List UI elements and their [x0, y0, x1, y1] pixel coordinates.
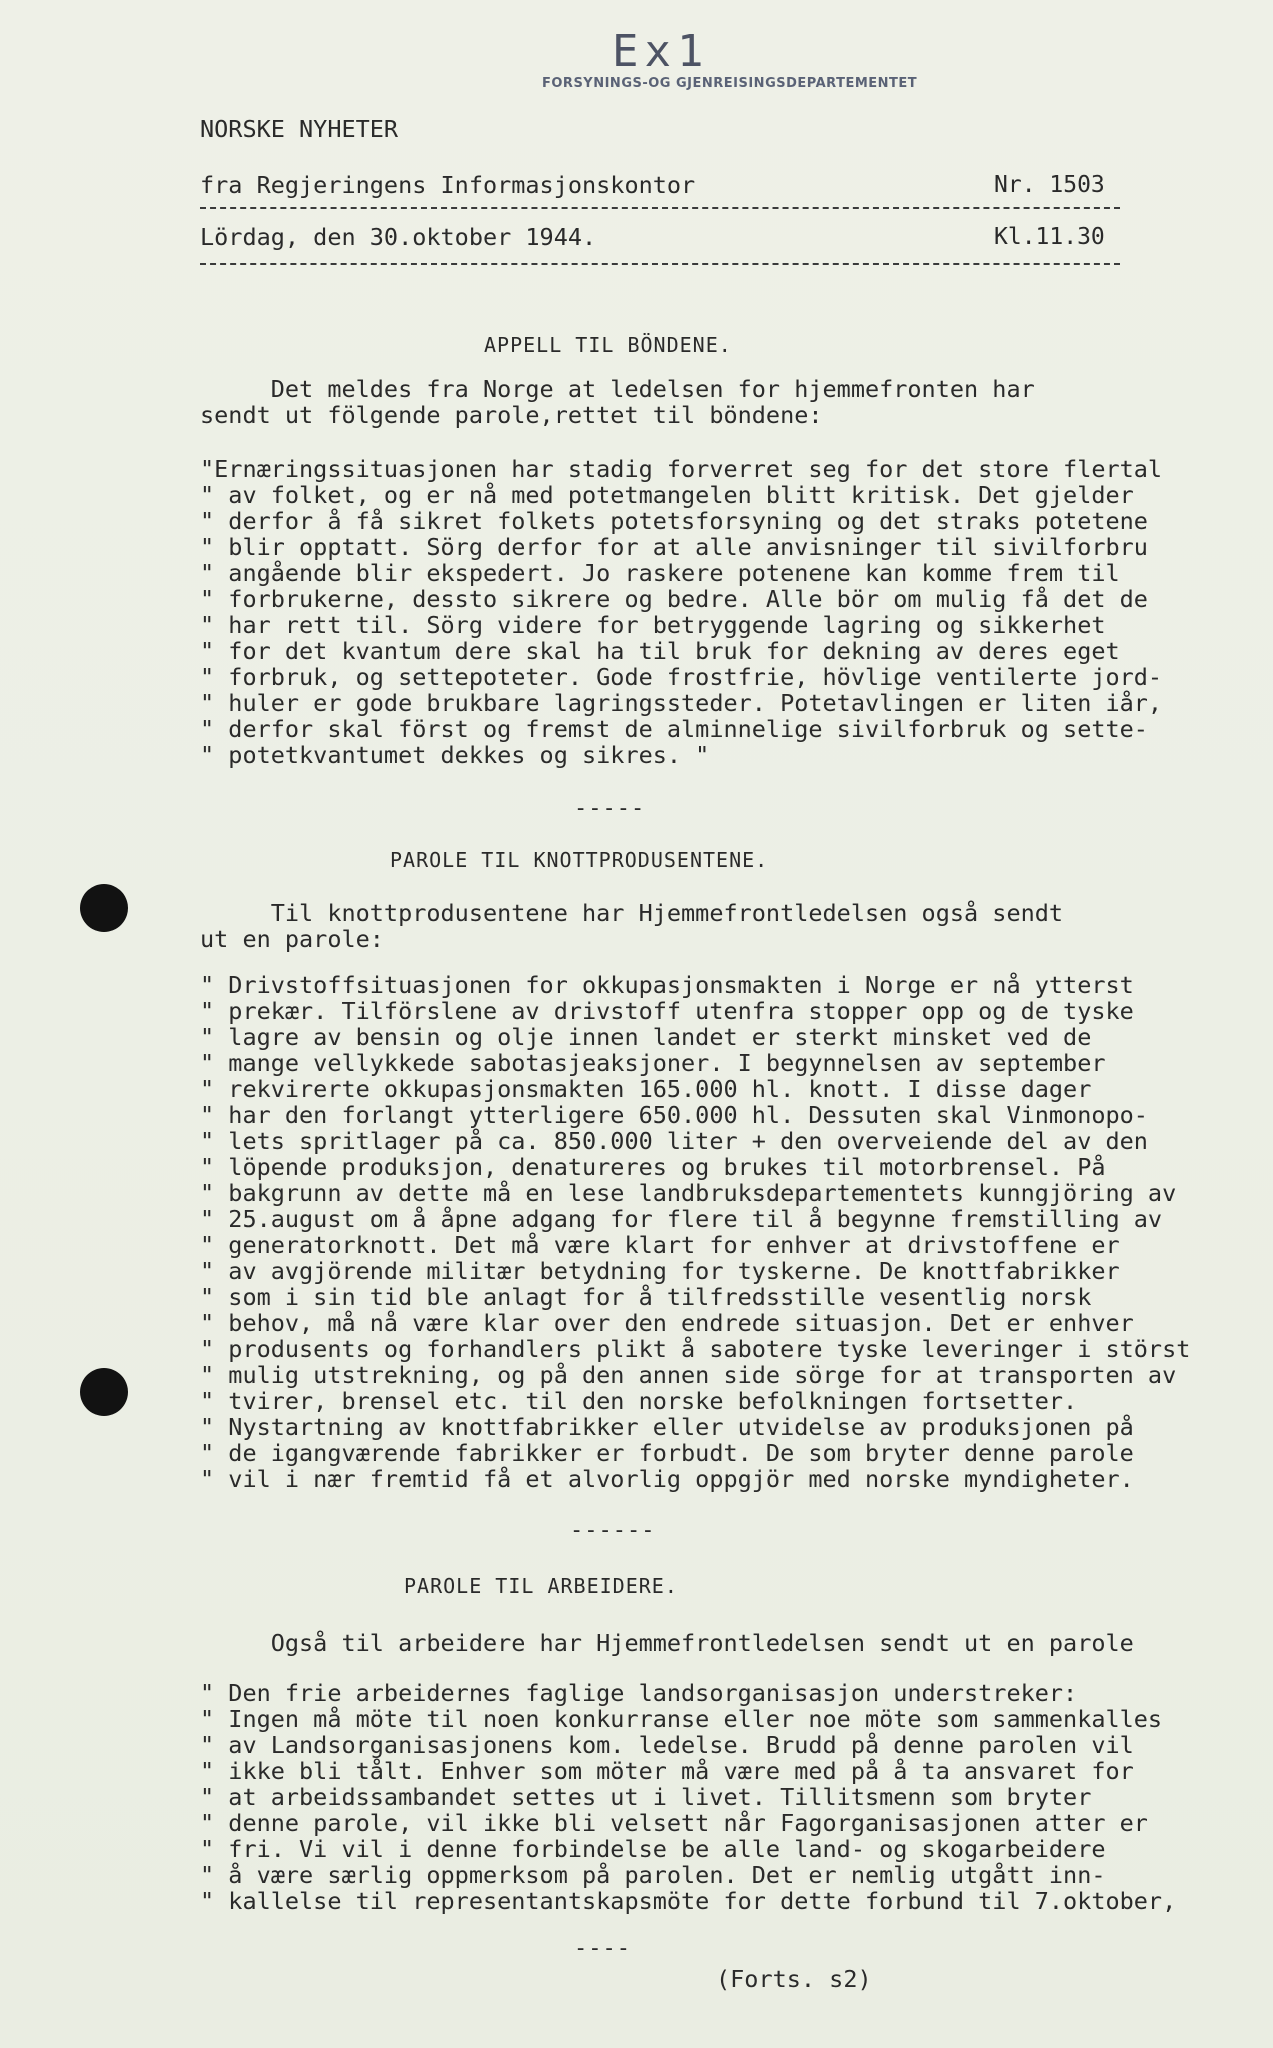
quote-line: " forbruk, og settepoteter. Gode frostfrie, hövlige ventilerte jord-	[200, 663, 1163, 691]
quote-line: " blir opptatt. Sörg derfor for at alle anvisninger til sivilforbru	[200, 533, 1148, 561]
text-line: Til knottprodusentene har Hjemmefrontledelsen også sendt	[200, 899, 1064, 927]
quote-line: " bakgrunn av dette må en lese landbruksdepartementets kunngjöring av	[200, 1179, 1177, 1207]
section-separator: -----	[574, 796, 646, 821]
quote-line: " derfor å få sikret folkets potetsforsyning og det straks potetene	[200, 507, 1148, 535]
quote-line: " har rett til. Sörg videre for betryggende lagring og sikkerhet	[200, 611, 1106, 639]
quote-line: " behov, må nå være klar over den endrede situasjon. Det er enhver	[200, 1309, 1134, 1337]
quote-line: " av folket, og er nå med potetmangelen blitt kritisk. Det gjelder	[200, 481, 1134, 509]
section-heading-knott: PAROLE TIL KNOTTPRODUSENTENE.	[390, 848, 769, 872]
quote-line: " derfor skal först og fremst de alminnelige sivilforbruk og sette-	[200, 715, 1148, 743]
quote-line: " denne parole, vil ikke bli velsett når Fagorganisasjonen atter er	[200, 1809, 1148, 1837]
quote-line: " av Landsorganisasjonens kom. ledelse. Brudd på denne parolen vil	[200, 1731, 1134, 1759]
quote-line: " huler er gode brukbare lagringssteder. Potetavlingen er liten iår,	[200, 689, 1163, 717]
quote-line: " tvirer, brensel etc. til den norske befolkningen fortsetter.	[200, 1387, 1078, 1415]
header-rule-bottom	[200, 263, 1120, 265]
quote-line: " lagre av bensin og olje innen landet er sterkt minsket ved de	[200, 1023, 1092, 1051]
text-line: ut en parole:	[200, 925, 384, 953]
quote-line: " ikke bli tålt. Enhver som möter må være med på å ta ansvaret for	[200, 1757, 1134, 1785]
quote-line: " potetkvantumet dekkes og sikres. "	[200, 741, 710, 769]
quote-line: " mulig utstrekning, og på den annen side sörge for at transporten av	[200, 1361, 1177, 1389]
quote-line: " fri. Vi vil i denne forbindelse be alle land- og skogarbeidere	[200, 1835, 1106, 1863]
issue-time: Kl.11.30	[994, 224, 1105, 250]
quote-line: " Drivstoffsituasjonen for okkupasjonsmakten i Norge er nå ytterst	[200, 971, 1134, 999]
quote-line: " 25.august om å åpne adgang for flere til å begynne fremstilling av	[200, 1205, 1163, 1233]
continued-note: (Forts. s2)	[716, 1965, 872, 1993]
quote-line: " löpende produksjon, denatureres og brukes til motorbrensel. På	[200, 1153, 1106, 1181]
quote-line: " Nystartning av knottfabrikker eller utvidelse av produksjonen på	[200, 1413, 1134, 1441]
quote-line: " vil i nær fremtid få et alvorlig oppgjör med norske myndigheter.	[200, 1465, 1134, 1493]
quote-line: " de igangværende fabrikker er forbudt. De som bryter denne parole	[200, 1439, 1134, 1467]
quote-line: " å være særlig oppmerksom på parolen. Det er nemlig utgått inn-	[200, 1861, 1106, 1889]
quote-line: " rekvirerte okkupasjonsmakten 165.000 hl. knott. I disse dager	[200, 1075, 1092, 1103]
text-line: Også til arbeidere har Hjemmefrontledelsen sendt ut en parole	[200, 1629, 1134, 1657]
quote-line: " Ingen må möte til noen konkurranse eller noe möte som sammenkalles	[200, 1705, 1163, 1733]
exhibit-stamp: Ex1	[612, 26, 710, 77]
quote-line: " som i sin tid ble anlagt for å tilfredsstille vesentlig norsk	[200, 1283, 1092, 1311]
issue-number: Nr. 1503	[994, 172, 1105, 198]
quote-line: " har den forlangt ytterligere 650.000 hl. Dessuten skal Vinmonopo-	[200, 1101, 1148, 1129]
newsletter-title: NORSKE NYHETER	[200, 115, 399, 143]
quote-line: " angående blir ekspedert. Jo raskere potenene kan komme frem til	[200, 559, 1120, 587]
quote-line: " produsents og forhandlers plikt å sabotere tyske leveringer i störst	[200, 1335, 1191, 1363]
quote-line: " for det kvantum dere skal ha til bruk for dekning av deres eget	[200, 637, 1120, 665]
department-stamp: FORSYNINGS-OG GJENREISINGSDEPARTEMENTET	[542, 76, 918, 91]
quote-line: " prekær. Tilförslene av drivstoff utenfra stopper opp og de tyske	[200, 997, 1134, 1025]
quote-line: " kallelse til representantskapsmöte for dette forbund til 7.oktober,	[200, 1887, 1177, 1915]
date-line: Lördag, den 30.oktober 1944.	[200, 223, 597, 251]
punch-hole-top	[80, 884, 128, 932]
text-line: sendt ut fölgende parole,rettet til böndene:	[200, 401, 823, 429]
section-separator: ------	[570, 1518, 656, 1543]
quote-line: "Ernæringssituasjonen har stadig forverret seg for det store flertal	[200, 455, 1163, 483]
text-line: Det meldes fra Norge at ledelsen for hjemmefronten har	[200, 375, 1035, 403]
source-line: fra Regjeringens Informasjonskontor	[200, 171, 696, 199]
quote-line: " at arbeidssambandet settes ut i livet. Tillitsmenn som bryter	[200, 1783, 1092, 1811]
header-rule-top	[200, 207, 1120, 209]
quote-line: " av avgjörende militær betydning for tyskerne. De knottfabrikker	[200, 1257, 1120, 1285]
section-separator: ----	[574, 1936, 631, 1961]
section-heading-farmers: APPELL TIL BÖNDENE.	[484, 333, 732, 357]
quote-line: " mange vellykkede sabotasjeaksjoner. I begynnelsen av september	[200, 1049, 1106, 1077]
quote-line: " lets spritlager på ca. 850.000 liter + den overveiende del av den	[200, 1127, 1148, 1155]
section-heading-workers: PAROLE TIL ARBEIDERE.	[404, 1574, 678, 1598]
quote-line: " generatorknott. Det må være klart for enhver at drivstoffene er	[200, 1231, 1120, 1259]
quote-line: " forbrukerne, dessto sikrere og bedre. Alle bör om mulig få det de	[200, 585, 1148, 613]
quote-line: " Den frie arbeidernes faglige landsorganisasjon understreker:	[200, 1679, 1078, 1707]
punch-hole-bottom	[80, 1368, 128, 1416]
